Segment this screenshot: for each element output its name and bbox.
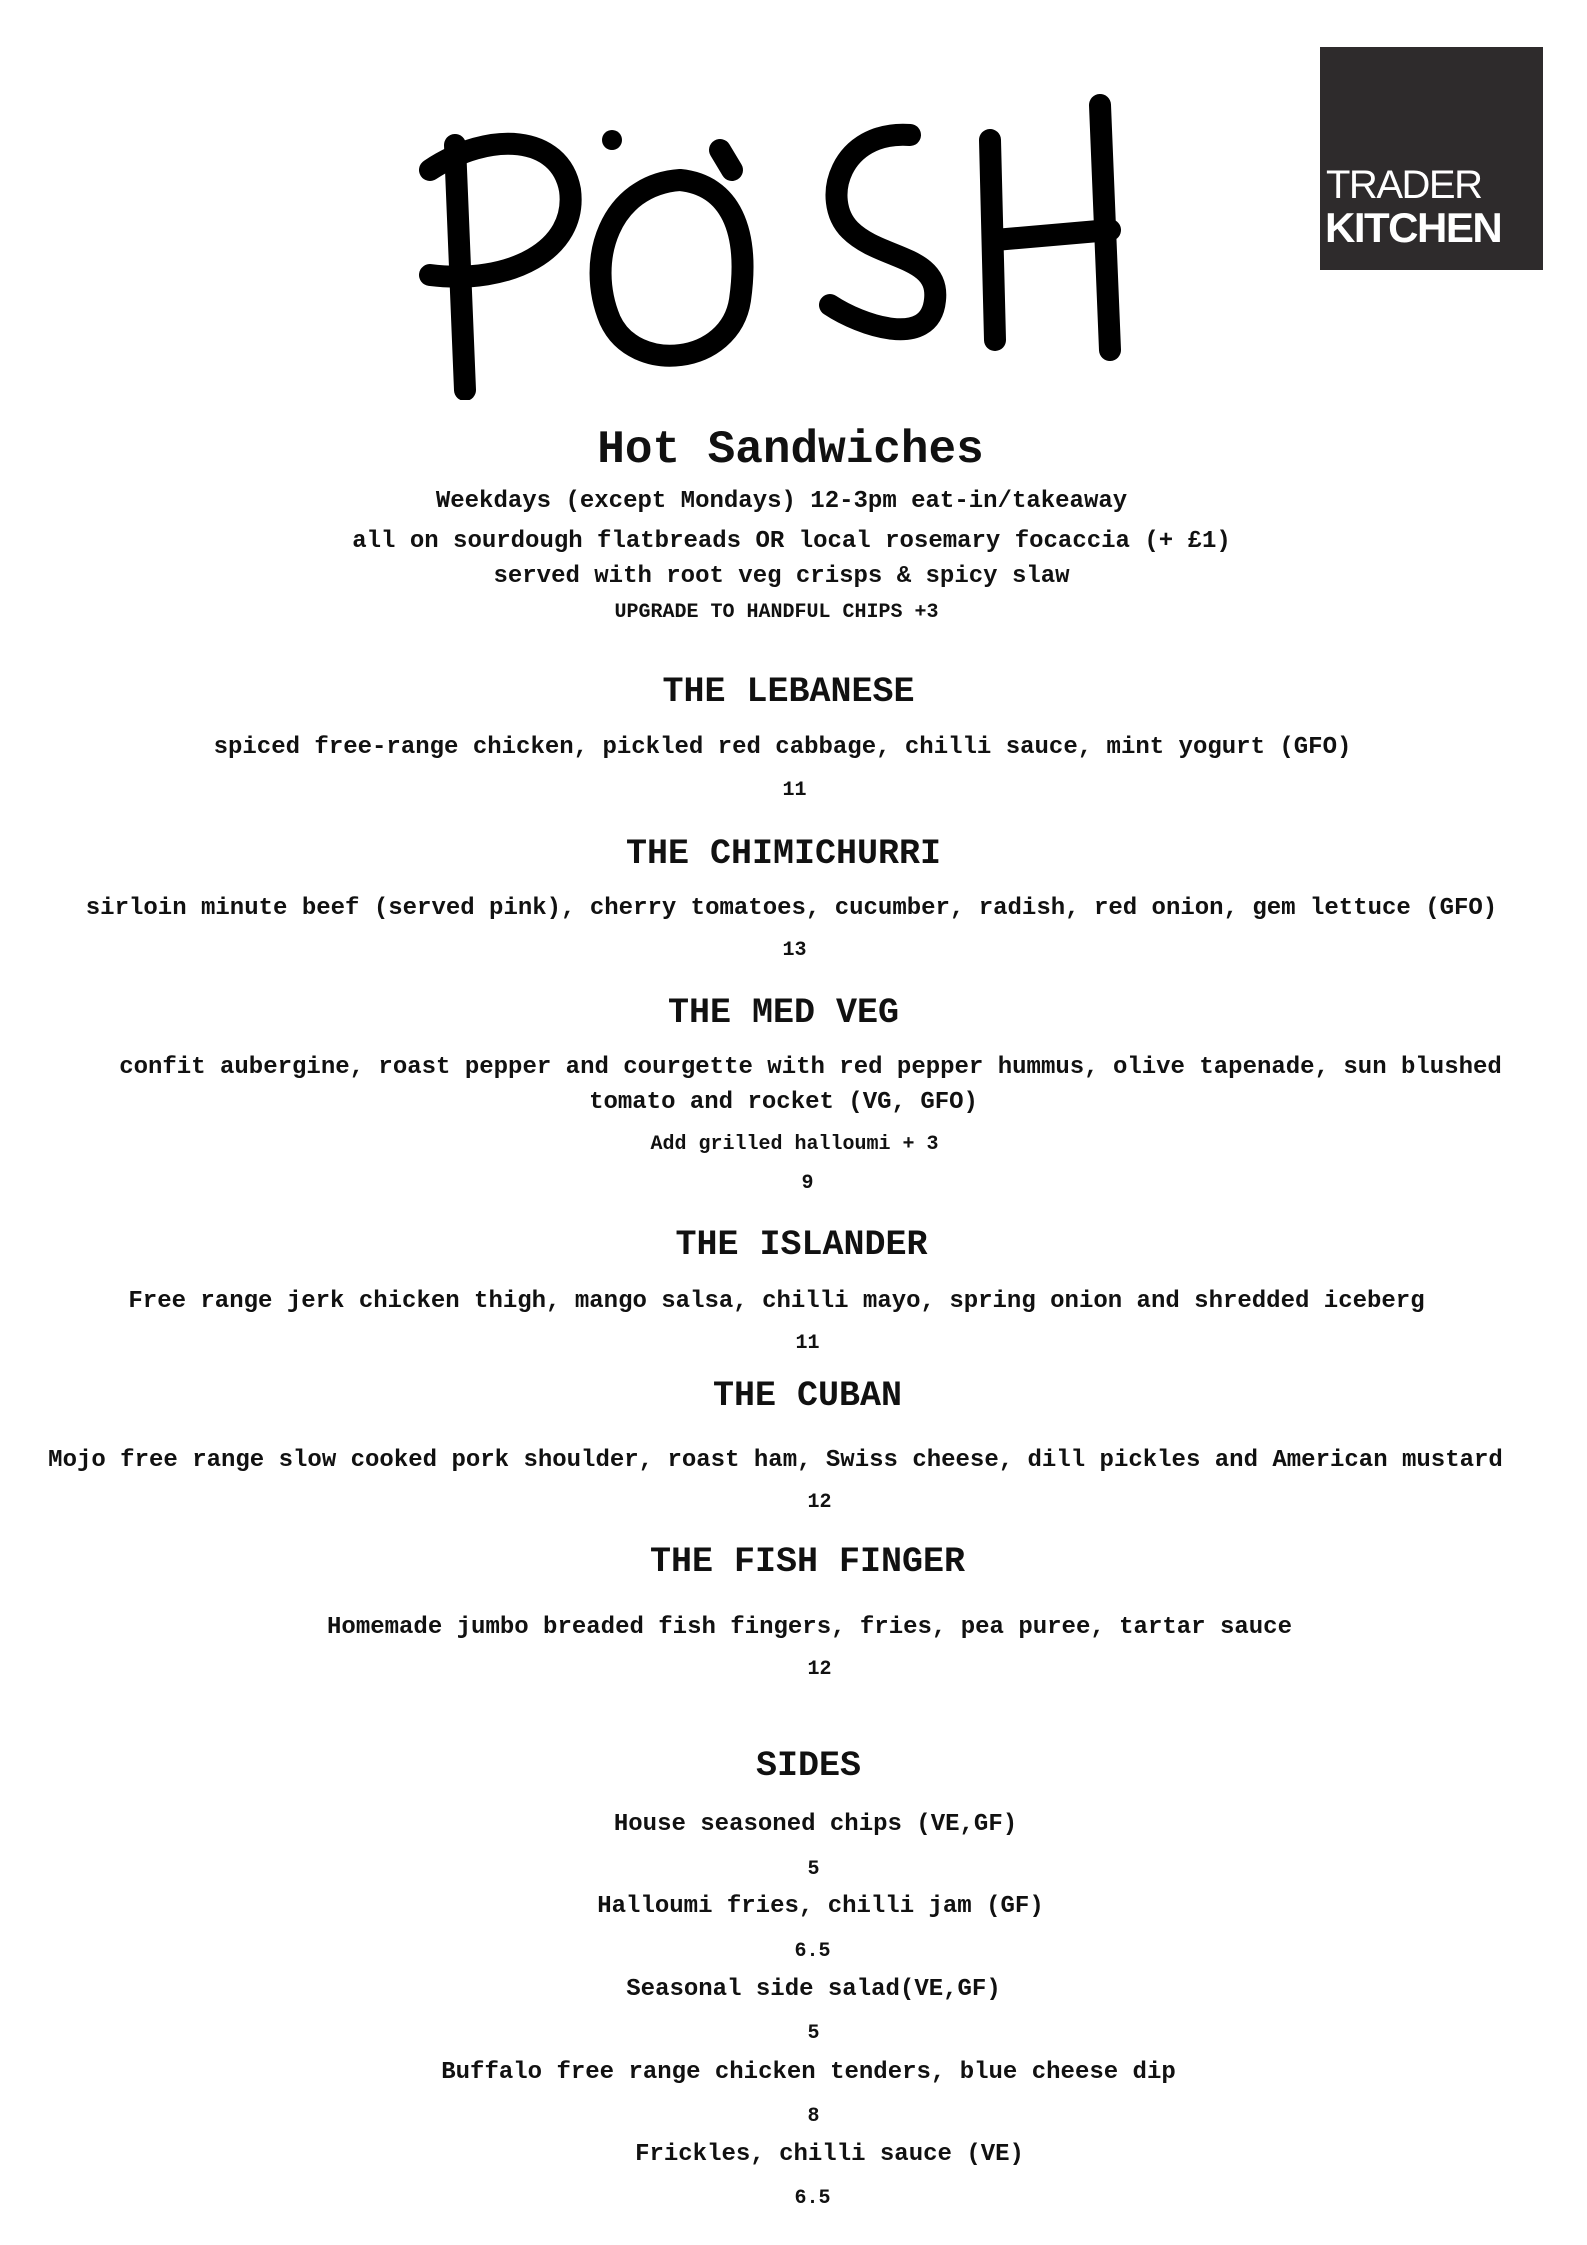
sandwich-name: THE CUBAN — [712, 1376, 903, 1416]
sandwich-description: confit aubergine, roast pepper and courgette with red pepper hummus, olive tapenade, sun blushed — [119, 1054, 1502, 1081]
side-item-name: Halloumi fries, chilli jam (GF) — [597, 1893, 1044, 1920]
sandwich-price: 13 — [782, 939, 807, 962]
side-item-name: Buffalo free range chicken tenders, blue cheese dip — [441, 2059, 1176, 2086]
side-item-name: Frickles, chilli sauce (VE) — [635, 2141, 1024, 2168]
sandwich-price: 9 — [801, 1172, 814, 1195]
menu-upgrade-note: UPGRADE TO HANDFUL CHIPS +3 — [614, 601, 939, 624]
side-item-price: 6.5 — [794, 2187, 831, 2210]
sandwich-name: THE FISH FINGER — [649, 1542, 966, 1582]
side-item-price: 6.5 — [794, 1940, 831, 1963]
side-item-price: 5 — [807, 2022, 820, 2045]
menu-served-note: served with root veg crisps & spicy slaw — [493, 563, 1070, 590]
sandwich-name: THE MED VEG — [667, 993, 900, 1033]
sandwich-description: spiced free-range chicken, pickled red cabbage, chilli sauce, mint yogurt (GFO) — [213, 734, 1352, 761]
menu-hours: Weekdays (except Mondays) 12-3pm eat-in/takeaway — [435, 488, 1128, 515]
sandwich-price: 11 — [782, 779, 807, 802]
sandwich-name: THE LEBANESE — [662, 672, 915, 712]
sandwich-description: Homemade jumbo breaded fish fingers, fries, pea puree, tartar sauce — [327, 1614, 1292, 1641]
side-item-price: 8 — [807, 2105, 820, 2128]
sandwich-description-cont: tomato and rocket (VG, GFO) — [589, 1089, 978, 1116]
posh-logo — [410, 90, 1170, 400]
sandwich-description: Free range jerk chicken thigh, mango salsa, chilli mayo, spring onion and shredded iceberg — [128, 1288, 1425, 1315]
trader-kitchen-logo-line1: TRADER — [1326, 163, 1482, 207]
sandwich-description: sirloin minute beef (served pink), cherry tomatoes, cucumber, radish, red onion, gem lettuce (GFO) — [85, 895, 1498, 922]
trader-kitchen-logo — [1320, 47, 1543, 270]
sandwich-addon: Add grilled halloumi + 3 — [650, 1133, 939, 1156]
side-item-price: 5 — [807, 1858, 820, 1881]
trader-kitchen-logo-line2: KITCHEN — [1325, 204, 1502, 251]
menu-bread-note: all on sourdough flatbreads OR local rosemary focaccia (+ £1) — [352, 528, 1231, 555]
side-item-name: House seasoned chips (VE,GF) — [613, 1811, 1018, 1838]
sandwich-price: 11 — [795, 1332, 820, 1355]
sides-title: SIDES — [755, 1746, 862, 1786]
sandwich-price: 12 — [807, 1491, 832, 1514]
sandwich-name: THE ISLANDER — [675, 1225, 928, 1265]
menu-title: Hot Sandwiches — [597, 424, 984, 476]
sandwich-price: 12 — [807, 1658, 832, 1681]
side-item-name: Seasonal side salad(VE,GF) — [626, 1976, 1001, 2003]
sandwich-name: THE CHIMICHURRI — [625, 834, 942, 874]
sandwich-description: Mojo free range slow cooked pork shoulder, roast ham, Swiss cheese, dill pickles and American mustard — [48, 1447, 1503, 1474]
